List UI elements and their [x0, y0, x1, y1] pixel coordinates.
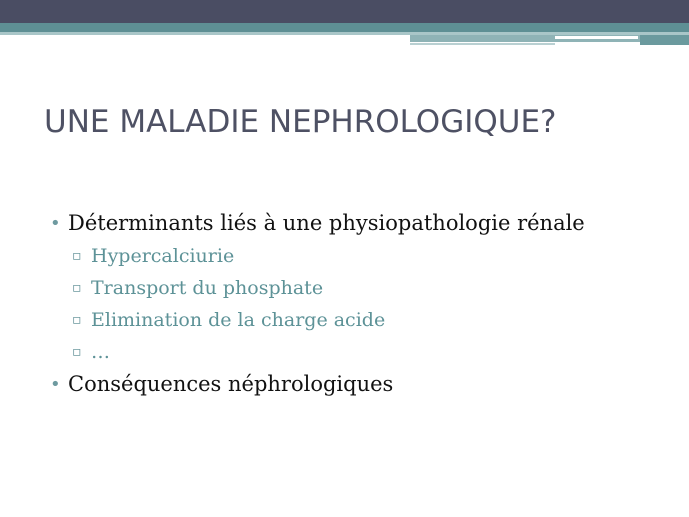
list-item-text: Déterminants liés à une physiopathologie rénale: [68, 211, 585, 235]
sub-list-item: [44, 240, 684, 272]
list-item: [44, 207, 684, 240]
slide-title: UNE MALADIE NEPHROLOGIQUE?: [44, 104, 557, 140]
header-band-teal: [0, 23, 689, 32]
sub-bullet-icon: ▫: [72, 248, 82, 264]
header-accent-dark: [640, 35, 689, 45]
sub-list-item-text: …: [91, 341, 110, 363]
header-band-dark: [0, 0, 689, 23]
header-accent-gap: [555, 36, 638, 39]
bullet-icon: •: [50, 213, 61, 234]
sub-list-item-text: Hypercalciurie: [91, 245, 235, 267]
sub-list-item-text: Elimination de la charge acide: [91, 309, 386, 331]
sub-list-item: [44, 304, 684, 336]
sub-bullet-icon: ▫: [72, 280, 82, 296]
sub-bullet-icon: ▫: [72, 312, 82, 328]
sub-list-item-text: Transport du phosphate: [91, 277, 324, 299]
bullet-list: [44, 207, 684, 401]
sub-list-item: [44, 336, 684, 368]
sub-bullet-icon: ▫: [72, 344, 82, 360]
bullet-icon: •: [50, 374, 61, 395]
header-accent-line: [410, 43, 555, 45]
sub-list-item: [44, 272, 684, 304]
list-item: [44, 368, 684, 401]
list-item-text: Conséquences néphrologiques: [68, 372, 394, 396]
